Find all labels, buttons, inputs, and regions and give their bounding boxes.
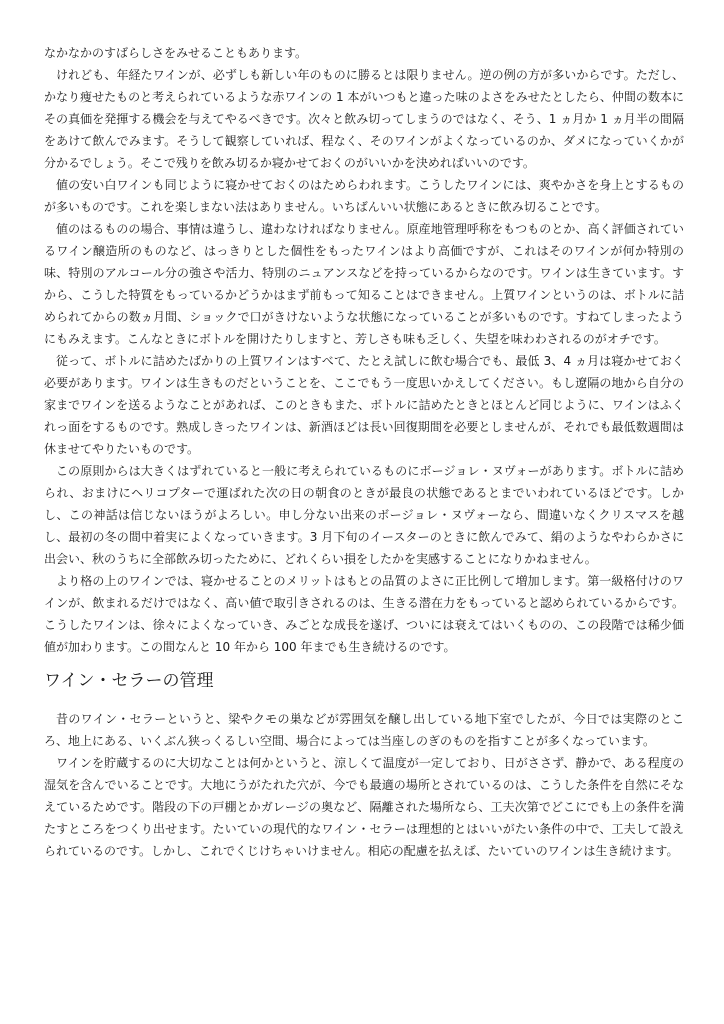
paragraph-expensive-wine: 値のはるものの場合、事情は違うし、違わなければなりません。原産地管理呼称をもつものとか、高く評価されているワイン醸造所のものなど、はっきりとした個性をもったワインはより高価ですが、これはそのワインが何か特別の味、特別のアルコール分の強さや活力、特別のニュアンスなどを持っているからなのです。ワインは生きています。すから、こうした特質をもっているかどうかはまず前もって知ることはできません。上質ワインというのは、ボトルに詰められてからの数ヵ月間、ショックで口がきけないような状態になっていることが多いものです。すねてしまったようにもみえます。こんなときにボトルを開けたりしますと、芳しさも味も乏しく、失望を味わわされるのがオチです。 [44, 222, 684, 346]
paragraph-cheap-white-wine: 値の安い白ワインも同じように寝かせておくのはためらわれます。こうしたワインには、爽やかさを身上とするものが多いものです。これを楽しまない法はありません。いちばんいい状態にあるときに飲み切ることです。 [44, 178, 684, 214]
paragraph-old-cellar: 昔のワイン・セラーというと、梁やクモの巣などが雰囲気を醸し出している地下室でしたが、今日では実際のところ、地上にある、いくぶん狭っくるしい空間、場合によっては当座しのぎのものを指すことが多くなっています。 [44, 712, 684, 748]
paragraph-aged-wine: けれども、年経たワインが、必ずしも新しい年のものに勝るとは限りません。逆の例の方が多いからです。ただし、かなり痩せたものと考えられているような赤ワインの 1 本がいつもと違った味のよさをみせたとしたら、仲間の数本にその真価を発揮する機会を与えてやるべきです。次々と飲み切ってしまうのではなく、そう、1 ヵ月か 1 ヵ月半の間隔をあけて飲んでみます。そうして観察していれば、程なく、そのワインがよくなっているのか、ダメになっていくかが分かるでしょう。そこで残りを飲み切るか寝かせておくのがいいかを決めればいいのです。 [44, 68, 684, 170]
section-heading: ワイン・セラーの管理 [44, 671, 214, 691]
document-page [44, 42, 684, 862]
paragraph-beaujolais-nouveau: この原則からは大きくはずれていると一般に考えられているものにボージョレ・ヌヴォーがあります。ボトルに詰められ、おまけにヘリコプターで運ばれた次の日の朝食のときが最良の状態であるとまでいわれているほどです。しかし、この神話は信じないほうがよろしい。申し分ない出来のボージョレ・ヌヴォーなら、間違いなくクリスマスを越し、最初の冬の間中着実によくなっていきます。3 月下旬のイースターのときに飲んでみて、絹のようなやわらかさに出会い、秋のうちに全部飲み切ったために、どれくらい損をしたかを実感することになりかねません。 [44, 464, 684, 566]
paragraph-bottle-rest: 従って、ボトルに詰めたばかりの上質ワインはすべて、たとえ試しに飲む場合でも、最低 3、4 ヵ月は寝かせておく必要があります。ワインは生きものだということを、ここでもう一度思いかえしてください。もし遼隔の地から自分の家までワインを送るようなことがあれば、このときもまた、ボトルに詰めたときとほとんど同じように、ワインはふくれっ面をするものです。熟成しきったワインは、新酒ほどは長い回復期間を必要としませんが、それでも最低数週間は休ませてやりたいものです。 [44, 354, 684, 456]
paragraph-continuation: なかなかのすばらしさをみせることもあります。 [44, 46, 308, 60]
paragraph-higher-grade-wine: より格の上のワインでは、寝かせることのメリットはもとの品質のよさに正比例して増加します。第一級格付けのワインが、飲まれるだけではなく、高い値で取引きされるのは、生きる潜在力をもっていると認められているからです。こうしたワインは、徐々によくなっていき、みごとな成長を遂げ、ついには衰えてはいくものの、この段階では稀少価値が加わります。この間なんと 10 年から 100 年までも生き続けるのです。 [44, 574, 684, 654]
paragraph-storage-conditions: ワインを貯蔵するのに大切なことは何かというと、涼しくて温度が一定しており、日がささず、静かで、ある程度の湿気を含んでいることです。大地にうがたれた穴が、今でも最適の場所とされているのは、こうした条件を自然にそなえているためです。階段の下の戸棚とかガレージの奥など、隔離された場所なら、工夫次第でどこにでも上の条件を満たすところをつくり出せます。たいていの現代的なワイン・セラーは理想的とはいいがたい条件の中で、工夫して設えられているのです。しかし、これでくじけちゃいけません。相応の配慮を払えば、たいていのワインは生き続けます。 [44, 756, 684, 858]
